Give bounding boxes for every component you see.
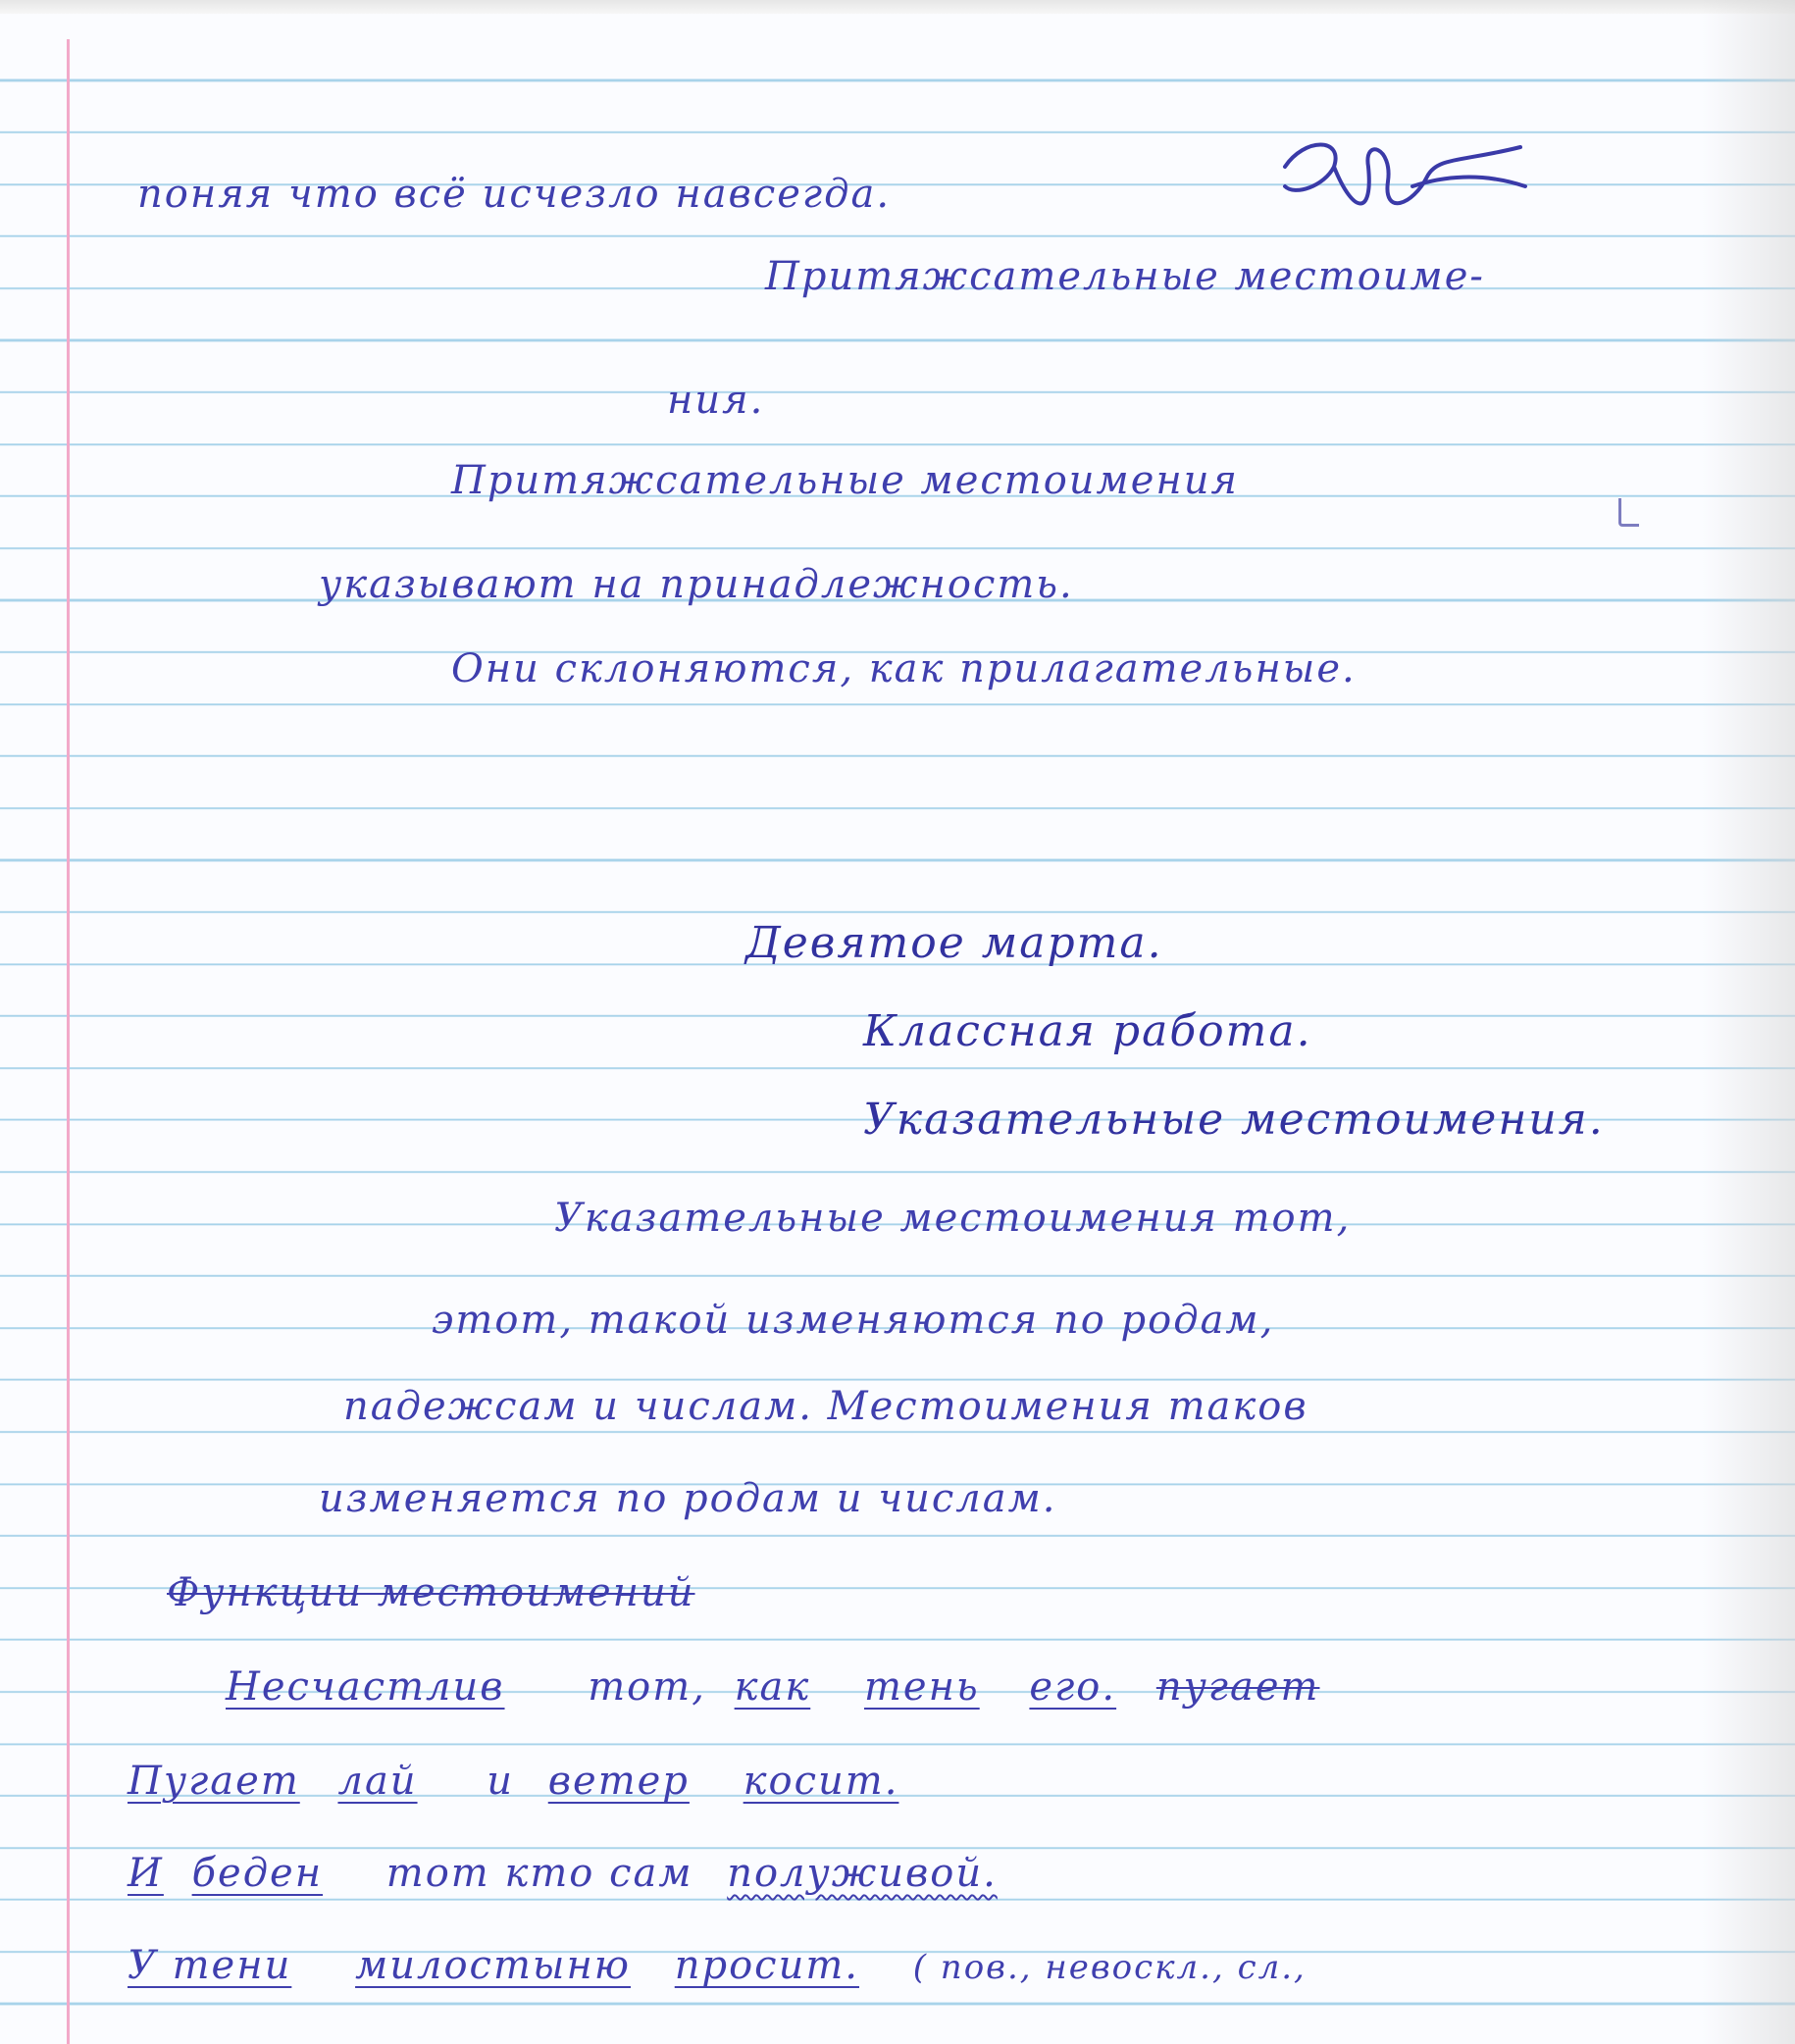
underlined-word: просит. — [674, 1943, 859, 1988]
grammar-note: ( пов., невоскл., сл., — [912, 1948, 1307, 1987]
struck-word: Функции местоимений — [167, 1570, 695, 1615]
work-type-heading: Классная работа. — [863, 1006, 1312, 1056]
plain-word: тот кто сам — [385, 1851, 693, 1896]
corner-mark — [1618, 498, 1639, 527]
text-line-11: этот, такой изменяются по родам, — [432, 1298, 1275, 1343]
underlined-word: Несчастлив — [226, 1664, 505, 1710]
text-line-12: падежсам и числам. Местоимения таков — [343, 1384, 1308, 1429]
underlined-word: Пугает — [128, 1759, 300, 1804]
text-line-3: ния. — [667, 378, 765, 423]
margin-line — [67, 39, 70, 2044]
page-top-edge — [0, 0, 1795, 14]
page-fold-shadow — [1702, 0, 1795, 2044]
underlined-word: милостыню — [355, 1943, 632, 1988]
text-line-4: Притяжсательные местоимения — [451, 458, 1239, 503]
underlined-word: лай — [337, 1759, 418, 1804]
poem-line-3 — [128, 1851, 998, 1896]
underlined-word: ветер — [547, 1759, 690, 1804]
underlined-word: его. — [1029, 1664, 1117, 1710]
text-line-1: поняя что всё исчезло навсегда. — [137, 172, 892, 217]
text-line-10: Указательные местоимения тот, — [554, 1196, 1352, 1241]
text-line-14 — [167, 1570, 695, 1615]
text-line-5: указывают на принадлежность. — [319, 562, 1074, 607]
teacher-signature — [1265, 128, 1530, 235]
underlined-word: косит. — [743, 1759, 899, 1804]
poem-line-2 — [128, 1759, 899, 1804]
underlined-word: И — [128, 1851, 164, 1896]
underlined-word: как — [734, 1664, 811, 1710]
text-line-6: Они склоняются, как прилагательные. — [451, 646, 1357, 691]
underlined-word: беден — [191, 1851, 324, 1896]
poem-line-1 — [226, 1664, 1320, 1710]
plain-word: тот, — [588, 1664, 706, 1710]
underlined-word: тень — [863, 1664, 980, 1710]
text-line-2: Притяжсательные местоиме- — [765, 254, 1485, 299]
struck-word: пугает — [1155, 1664, 1320, 1710]
topic-heading: Указательные местоимения. — [863, 1095, 1605, 1145]
text-line-13: изменяется по родам и числам. — [319, 1476, 1057, 1521]
plain-word: и — [487, 1759, 515, 1804]
date-heading: Девятое марта. — [745, 918, 1163, 968]
wavy-underlined-word: полуживой. — [727, 1851, 998, 1896]
underlined-word: У тени — [128, 1943, 292, 1988]
poem-line-4 — [128, 1943, 1307, 1988]
